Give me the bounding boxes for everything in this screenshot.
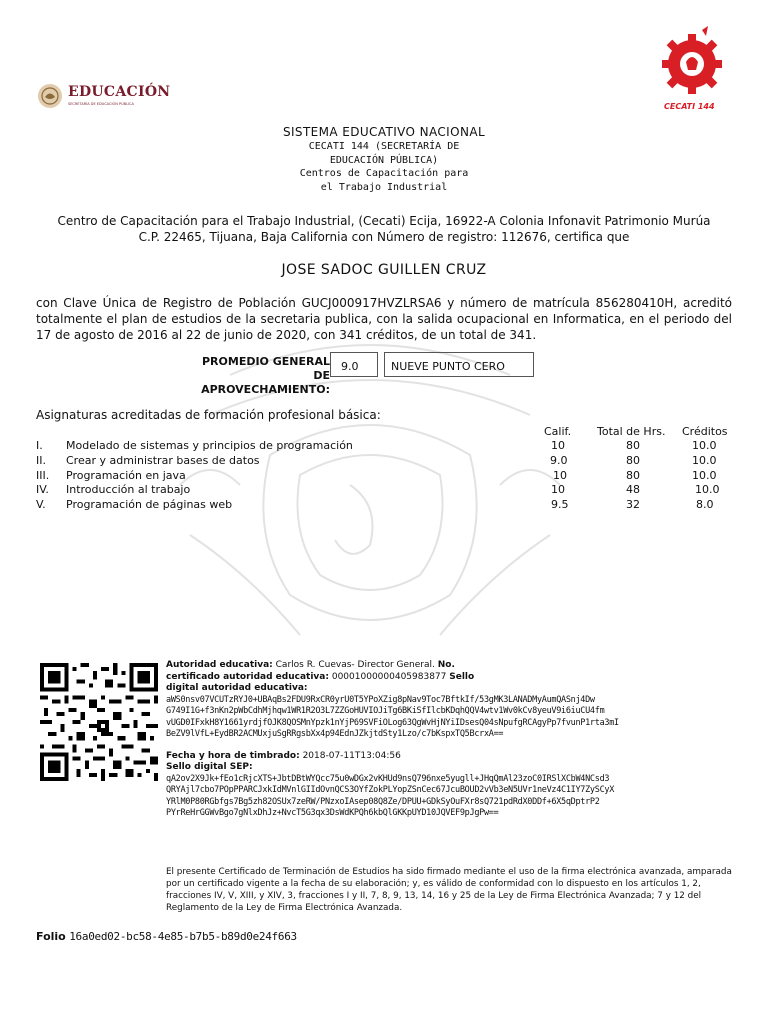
student-name: JOSE SADOC GUILLEN CRUZ: [281, 262, 487, 278]
promedio-label-line-1: PROMEDIO GENERAL: [201, 355, 330, 368]
subject-number: II.: [36, 454, 46, 467]
intro-line-1: Centro de Capacitación para el Trabajo Industrial, (Cecati) Ecija, 16922-A Colonia Infonavit Patrimonio Murúa: [57, 214, 711, 228]
promedio-label: [190, 355, 330, 397]
sep-seal-label-line: [166, 762, 722, 774]
seal-digital-line: BeZV9lVfL+EydBR2ACMUxjuSgRRgsbXx4p94EdnJZkjtdSty1Lzo/c7bKspxTQ5BcrxA==: [166, 729, 504, 739]
promedio-value-text: NUEVE PUNTO CERO: [384, 352, 534, 377]
subject-hrs: 32: [626, 498, 640, 511]
subject-hrs: 80: [626, 439, 640, 452]
timbrado-label: Fecha y hora de timbrado:: [166, 750, 300, 761]
educacion-logo-text: EDUCACIÓN: [68, 84, 171, 100]
spacer: [166, 741, 722, 751]
seal-digital-line: vUGD0IFxkH8Y1661yrdjfOJK8QOSMnYpzk1nYjP69SVFiOLog63QgWvHjNYiIDsesQ04sNpufgRCAgyPp7fvunP1rta3mI: [166, 717, 619, 728]
subject-name: Crear y administrar bases de datos: [66, 454, 260, 467]
subject-calif: 10: [553, 469, 567, 482]
legal-text: El presente Certificado de Terminación de Estudios ha sido firmado mediante el uso de la firma electrónica avanzada, amparada por un certificado vigente a la fecha de su elaboración; y, es válido de conformidad con lo dispuesto en los artículos 1, 2, fracciones IV, V, XIII, y XIV, 3, fracciones I y II, 7, 8, 9, 13, 14, 16 y 25 de la Ley de Firma Electrónica Avanzada; 7 y 12 del Reglamento de la Ley de Firma Electrónica Avanzada.: [166, 867, 732, 913]
cert-no-label-1: No.: [437, 660, 455, 670]
seal-label-2: digital autoridad educativa:: [166, 683, 308, 693]
column-header-hrs: Total de Hrs.: [597, 425, 666, 438]
subject-number: I.: [36, 439, 43, 452]
subject-creditos: 10.0: [695, 483, 720, 496]
educacion-logo-subtext: SECRETARÍA DE EDUCACIÓN PÚBLICA: [68, 102, 134, 106]
cert-no-label-2: certificado autoridad educativa:: [166, 671, 329, 682]
cecati-logo: [652, 22, 732, 114]
cert-no-value: 00001000000405983877: [331, 671, 447, 682]
promedio-value: 9.0: [330, 352, 378, 377]
subject-calif: 10: [551, 439, 565, 452]
column-header-creditos: Créditos: [682, 425, 728, 438]
header-line-1: CECATI 144 (SECRETARÍA DE: [308, 141, 460, 152]
subject-number: V.: [36, 498, 46, 511]
header-line-3: Centros de Capacitación para: [299, 168, 469, 179]
folio-label: Folio: [36, 930, 66, 943]
intro-text: [40, 213, 728, 245]
subject-name: Modelado de sistemas y principios de programación: [66, 439, 353, 452]
subject-number: III.: [36, 469, 50, 482]
promedio-label-line-2: DE APROVECHAMIENTO:: [201, 369, 330, 396]
cecati-logo-text: CECATI 144: [664, 102, 715, 111]
sep-crest-icon: [36, 82, 64, 110]
subjects-title: Asignaturas acreditadas de formación profesional básica:: [36, 408, 381, 422]
educacion-logo: [36, 80, 176, 116]
subject-hrs: 80: [626, 469, 640, 482]
seal-digital-line: aWS0nsv07VCUTzRYJ0+UBAqBs2FDU9RxCR0yrU0T5YPoXZig8pNav9Toc7BftkIf/53gMK3LANADMyAumQASnj4Dw: [166, 694, 595, 705]
body-paragraph: con Clave Única de Registro de Población GUCJ000917HVZLRSA6 y número de matrícula 856280410H, acreditó totalmente el plan de estudios de la secretaria publica, con la salida ocupacional en Informatica, en el periodo del 17 de agosto de 2016 al 22 de junio de 2020, con 341 créditos, de un total de 341.: [36, 296, 732, 342]
header-line-4: el Trabajo Industrial: [320, 181, 448, 193]
subject-calif: 9.0: [550, 454, 568, 467]
sep-seal-label: Sello digital SEP:: [166, 762, 253, 772]
folio-value: 16a0ed02-bc58-4e85-b7b5-b89d0e24f663: [69, 930, 297, 943]
header-subtitle: [0, 140, 768, 194]
column-header-calif: Calif.: [544, 425, 572, 438]
timbrado-line: [166, 751, 722, 763]
subject-creditos: 8.0: [696, 498, 714, 511]
qr-code: [40, 663, 158, 781]
seal-label-line: [166, 683, 722, 695]
subject-name: Programación en java: [66, 469, 186, 482]
seal-label-1: Sello: [449, 671, 475, 682]
header-title: SISTEMA EDUCATIVO NACIONAL: [282, 125, 486, 139]
subject-hrs: 48: [626, 483, 640, 496]
subject-creditos: 10.0: [692, 469, 717, 482]
cert-no-line: [166, 672, 722, 684]
subject-creditos: 10.0: [692, 454, 717, 467]
subject-calif: 10: [551, 483, 565, 496]
seal-digital-line: G749I1G+f3nKn2pWbCdhMjhqw1WR1R2O3L7ZZGoHUVIOJiTg6BKiSfIlcbKDqhQQV4wtv1Wv0kCv8yeuV9i6iuCU4fm: [166, 706, 605, 716]
sep-seal-line: YRlM0P80RGbfgs7Bg5zh82OSUx7zeRW/PNzxoIAsep08Q8Ze/DPUU+GDkSyOuFXr8sQ721pdRdX0DDf+6X5qDptrP2: [166, 796, 600, 807]
subject-hrs: 80: [626, 454, 640, 467]
cecati-gear-icon: [652, 22, 732, 102]
sep-seal-line: qA2ov2X9Jk+fEo1cRjcXTS+JbtDBtWYQcc75u0wDGx2vKHUd9nsQ796nxe5yugll+JHqQmAl23zoC0IRSlXCbW4NCsd3: [166, 773, 610, 784]
subject-name: Introducción al trabajo: [66, 483, 191, 496]
authority-value: Carlos R. Cuevas- Director General.: [275, 660, 435, 670]
header-line-2: EDUCACIÓN PÚBLICA): [329, 154, 439, 166]
intro-line-2: C.P. 22465, Tijuana, Baja California con Número de registro: 112676, certifica que: [138, 230, 630, 244]
subject-name: Programación de páginas web: [66, 498, 233, 511]
timbrado-value: 2018-07-11T13:04:56: [302, 750, 401, 761]
signature-block: [166, 660, 722, 820]
authority-line: [166, 660, 722, 672]
sep-seal-line: QRYAjl7cbo7POpPPARCJxkIdMVnlGIIdOvnQCS3OYfZokPLYopZSnCec67JcuBOUD2vVb3eN5UVr1neVz4C1IY7ZySCyX: [166, 785, 615, 795]
authority-label: Autoridad educativa:: [166, 660, 273, 670]
subject-calif: 9.5: [551, 498, 569, 511]
subject-creditos: 10.0: [692, 439, 717, 452]
subject-number: IV.: [36, 483, 49, 496]
sep-seal-line: PYrReHrGGWvBgo7gNlxDhJz+NvcT5G3qx3DsWdKPQh6kbQlGKKpUYD10JQVEF9pJgPw==: [166, 808, 499, 818]
folio: [36, 930, 297, 943]
